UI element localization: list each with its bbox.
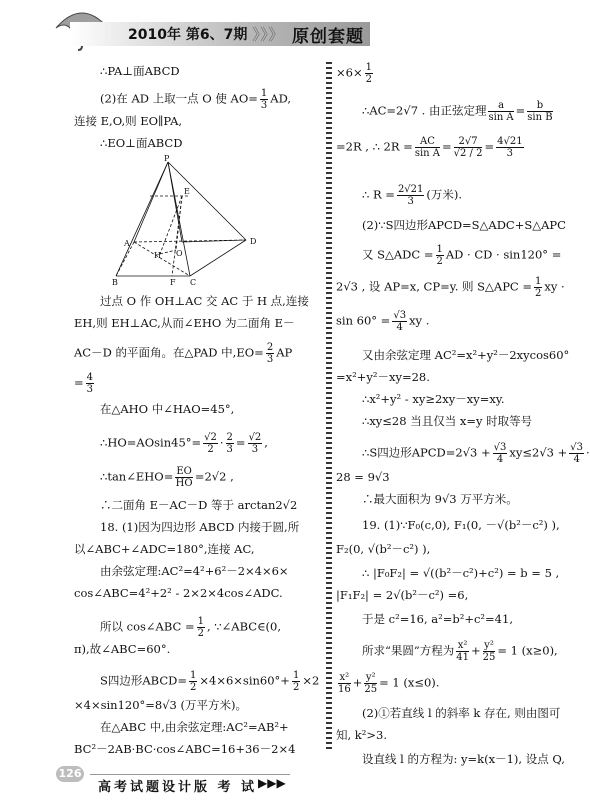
text-line: 所以 cos∠ABC = $\frac{1}{2}$ , ∵∠ABC∈(0, (100, 616, 282, 639)
label-F: F (170, 278, 176, 287)
text-line: ∴ R = $\frac{2√21}{3}$ (万米). (362, 184, 463, 207)
text-line: π),故∠ABC=60°. (74, 642, 171, 656)
fraction: $\frac{2}{3}$ (266, 342, 274, 365)
text-line: 在△ABC 中,由余弦定理:AC²=AB²+ (100, 720, 289, 734)
text-line: 又 S△ADC = $\frac{1}{2}$ AD · CD · sin120° = (362, 244, 562, 267)
footer-rule (90, 774, 290, 775)
fraction: $\frac{4}{3}$ (86, 372, 94, 395)
text-line: ∴AC=2√7 . 由正弦定理 $\frac{a}{\text{sin A}}$ = $\frac{b}{\text{sin B}}$ (362, 100, 553, 123)
text-line: 28 = 9√3 (336, 470, 390, 484)
text-line: 于是 c²=16, a²=b²+c²=41, (362, 612, 513, 626)
text-line: = $\frac{4}{3}$ (74, 372, 94, 395)
text-line: S四边形ABCD= $\frac{1}{2}$ ×4×6×sin60°+ $\frac{1}{2}$ ×2 (100, 670, 320, 693)
journal-title: 高考试题设计版 考 试 (98, 780, 258, 795)
text-line: ∴最大面积为 9√3 万平方米。 (362, 492, 518, 506)
text-line: ∴x²+y² - xy≥2xy－xy=xy. (362, 392, 505, 406)
text-line: ∴xy≤28 当且仅当 x=y 时取等号 (362, 414, 533, 428)
label-O: O (176, 249, 183, 258)
text-line: 19. (1)∵F₀(c,0), F₁(0, －√(b²－c²) ), (362, 518, 560, 532)
text-line: AC－D 的平面角。在△PAD 中,EO= $\frac{2}{3}$ AP (74, 342, 293, 365)
text-line: 所求“果圆”方程为 $\frac{\text{x²}}{41}$ + $\frac{\text{y²}}{25}$ = 1 (x≥0), (362, 640, 558, 663)
page-header (0, 0, 581, 56)
text-line: ×6× $\frac{1}{2}$ (336, 62, 372, 85)
text-line: 2√3 , 设 AP=x, CP=y. 则 S△APC = $\frac{1}{2}$ xy · (336, 276, 565, 299)
text-line: 在△AHO 中∠HAO=45°, (100, 402, 235, 416)
text-line: ∴tan∠EHO= $\frac{EO}{HO}$ =2√2 , (100, 466, 234, 489)
page-number: 126 (56, 766, 84, 782)
section-title: 原创套题 (292, 27, 364, 47)
text-line: ∴S四边形APCD=2√3 + $\frac{√3}{4}$ xy≤2√3 + $\frac{√3}{4}$ · (362, 442, 590, 465)
text-line: (2)∵S四边形APCD=S△ADC+S△APC (362, 218, 566, 232)
label-A: A (124, 239, 130, 248)
geometry-figure (110, 156, 260, 286)
chevrons-decoration: 》》》 (252, 25, 285, 44)
text-line: 知, k²>3. (336, 728, 387, 742)
text-line: F₂(0, √(b²－c²) ), (336, 542, 431, 556)
text-line: 18. (1)因为四边形 ABCD 内接于圆,所 (100, 520, 300, 534)
page-footer (0, 760, 581, 800)
text-line: 以∠ABC+∠ADC=180°,连接 AC, (74, 542, 255, 556)
label-D: D (250, 237, 257, 246)
column-divider (326, 62, 332, 752)
text-line: ∴ |F₀F₂| = √((b²－c²)+c²) = b = 5 , (362, 566, 560, 580)
text-line: cos∠ABC=4²+2² - 2×2×4cos∠ADC. (74, 586, 283, 600)
text-line: 连接 E,O,则 EO∥PA, (74, 114, 183, 128)
text-line: ∴PA⊥面ABCD (100, 64, 180, 78)
text-line: 设直线 l 的方程为: y=k(x－1), 设点 Q, (362, 752, 565, 766)
text-line: =2R , ∴ 2R = $\frac{AC}{\text{sin A}}$ = $\frac{2√7}{√2 / 2}$ = $\frac{4√21}{3}$ (336, 136, 523, 159)
text-line: EH,则 EH⊥AC,从而∠EHO 为二面角 E－ (74, 316, 295, 330)
label-B: B (112, 278, 118, 287)
text-line: (2)①若直线 l 的斜率 k 存在, 则由图可 (362, 706, 561, 720)
text-line: ×4×sin120°=8√3 (万平方米)。 (74, 698, 247, 712)
text-line: ∴二面角 E－AC－D 等于 arctan2√2 (100, 498, 298, 512)
text-line: =x²+y²－xy=28. (336, 370, 430, 384)
text-line: (2)在 AD 上取一点 O 使 AO= $\frac{1}{3}$ AD, (100, 88, 292, 111)
label-E: E (184, 187, 190, 196)
text-line: 又由余弦定理 AC²=x²+y²－2xycos60° (362, 348, 570, 362)
text-line: 由余弦定理:AC²=4²+6²－2×4×6× (100, 564, 289, 578)
label-H: H (154, 251, 161, 260)
issue-label: 2010年 第6、7期 (128, 27, 248, 43)
label-P: P (164, 154, 170, 163)
text-line: ∴HO=AOsin45°= $\frac{√2}{2}$ · $\frac{2}{3}$ = $\frac{√2}{3}$ , (100, 432, 268, 455)
text-line: ∴EO⊥面ABCD (100, 136, 183, 150)
text-line: |F₁F₂| = 2√(b²－c²) =6, (336, 588, 469, 602)
text-line: 过点 O 作 OH⊥AC 交 AC 于 H 点,连接 (100, 294, 309, 308)
fraction: $\frac{1}{3}$ (260, 88, 268, 111)
label-C: C (190, 278, 197, 287)
text-line: sin 60° = $\frac{√3}{4}$ xy . (336, 310, 430, 333)
text-line: $\frac{\text{x²}}{16}$ + $\frac{\text{y²}}{25}$ = 1 (x≤0). (338, 672, 440, 695)
arrows-decoration: ▶▶▶ (258, 776, 286, 790)
text-line: BC²－2AB·BC·cos∠ABC=16+36－2×4 (74, 742, 296, 756)
